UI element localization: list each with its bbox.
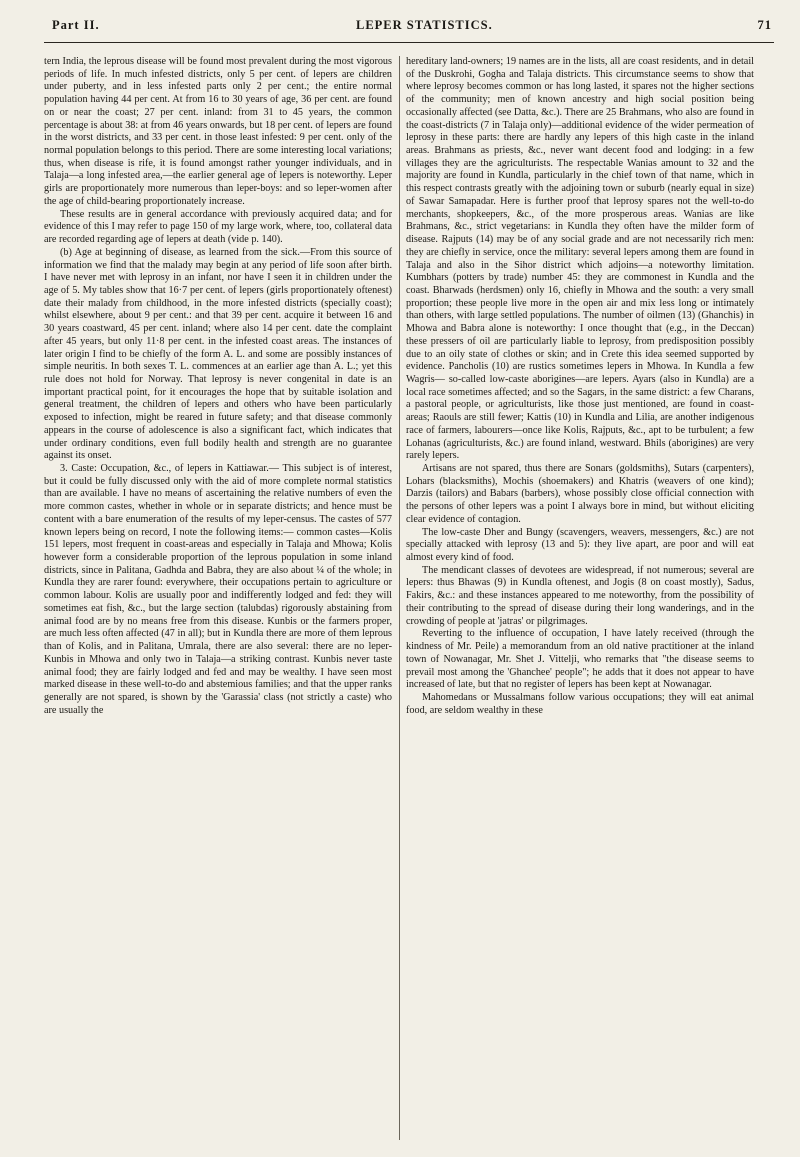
part-label: Part II. [52, 18, 100, 32]
running-header [38, 18, 772, 42]
right-column [406, 56, 754, 717]
paragraph: tern India, the leprous disease will be found most prevalent during the most vigorous periods of life. In much infested districts, only 5 per cent. of lepers are children under puberty, and in less infested parts only 2 per cent.; the entire normal population having 44 per cent. At from 16 to 30 years of age, 36 per cent. are found on or near the coast; 27 per cent. inland: from 31 to 45 years, the common percentage is about 38: at from 46 years onwards, but 18 per cent. of lepers are found in the worst districts, and 33 per cent. in those least infested: 9 per cent. only of the normal population belongs to this period. There are some interesting local variations; thus, when disease is rife, it is found amongst rather younger individuals, and in Talaja—a long infested area,—the earlier general age of lepers is noteworthy. Leper girls are proportionately more numerous than leper-boys: and so leper-women after the age of child-bearing proportionately increase. [44, 56, 392, 207]
paragraph: 3. Caste: Occupation, &c., of lepers in Kattiawar.— This subject is of interest, but it could be fully discussed only with the aid of more complete normal statistics than are available. I have no means of ascertaining the relative numbers of even the more common castes, whether in whole or in separate districts; and hence must be content with a bare enumeration of the results of my leper-census. The castes of 577 known lepers being on record, I note the following items:— common castes—Kolis 151 lepers, most frequent in coast-areas and especially in Talaja and Mhowa; Kolis however form a considerable proportion of the leprous population in some inland districts, since in Palitana, Gadhda and Babra, they are also about ¼ of the whole; in Kundla they are rarer found: everywhere, their occupations pertain to agriculture or common labour. Kolis are usually poor and indifferently lodged and fed: they will sometimes eat fish, &c., but the large section (talubdas) rigorously abstaining from animal food are by no means free from this disease. Kunbis or the farmers proper, are much less often affected (47 in all); but in Kundla there are more of them leprous than of Kolis, and in Palitana, Umrala, there are also several: there are no leper-Kunbis in Mhowa and only two in Talaja—a striking contrast. Kunbis never taste animal food; they are fairly lodged and fed and may be wealthy. I have seen most marked disease in these well-to-do and abstemious families; and that the upper ranks generally are not spared, is shown by the 'Garassia' class (not strictly a caste) who are usually the [44, 463, 392, 716]
paragraph: hereditary land-owners; 19 names are in the lists, all are coast residents, and in detail of the Duskrohi, Gogha and Talaja districts. This circumstance seems to show that where leprosy becomes common or has long lasted, it spares not the higher sections of the community; men of known ancestry and high social position being occasionally affected (see Datta, &c.). There are 25 Brahmans, who also are found in the coast-districts (7 in Talaja only)—additional evidence of the wider permeation of leprosy in these parts: there are hardly any lepers of this high caste in the inland areas. Brahmans as priests, &c., never want decent food and lodging: in a few villages they are the agriculturists. The respectable Wanias amount to 32 and the majority are found in Kundla, particularly in the chief town of that name, which in this respect contrasts greatly with the adjoining town or suburb (nearly equal in size) of Sawar Samapadar. Here is further proof that leprosy spares not the well-to-do merchants, shopkeepers, &c., of the more prosperous areas. Wanias are like Brahmans, &c., strict vegetarians: in Kundla they often have the milder form of disease. Rajputs (14) may be of any social grade and are not necessarily rich men: they are chiefly in service, once the military: several lepers among them are found in Talaja and also in the Sihor district which adjoins—a noteworthy limitation. Kumbhars (potters by trade) number 45: they are commonest in Kundla and the coast. Bharwads (herdsmen) only 16, chiefly in Mhowa and the south: a very small proportion; these people live more in the open air and mix less long or intimately than others, with large settled populations. The number of oilmen (13) (Ghanchis) in Mhowa and Babra alone is noteworthy: I once thought that (e.g., in the Deccan) these pressers of oil are particularly liable to leprosy, from predisposition possibly due to an oily state of clothes or skin; and in Crete this idea seemed supported by evidence. Pancholis (10) are rustics sometimes lepers in Mhowa. In Kundla a few Wagris— so-called low-caste aborigines—are lepers. Ayars (also in Kundla) are a local race sometimes affected; and so the Sagars, in the same district: a few Charans, a pastoral people, or agriculturists, like those just mentioned, are found in coast-areas; Raouls are still fewer; Kattis (10) in Kundla and Lilia, are another indigenous race of farmers, labourers—once like Kolis, Rajputs, &c., apt to be turbulent; a few Lohanas (agriculturists, &c.) are found inland, westward. Bhils (aborigines) are very rarely lepers. [406, 56, 754, 462]
paragraph: Reverting to the influence of occupation, I have lately received (through the kindness of Mr. Peile) a memorandum from an old native practitioner at the inland town of Nowanagar, Mr. Shet J. Vittelji, who remarks that "the disease seems to prevail most among the 'Ghanchee' people"; he adds that it does not appear to have increased of late, but that no register of lepers has been kept at Nowanagar. [406, 628, 754, 691]
paragraph: These results are in general accordance with previously acquired data; and for evidence of this I may refer to page 150 of my large work, where, too, collateral data are recorded regarding age of lepers at death (vide p. 140). [44, 208, 392, 246]
paragraph: Artisans are not spared, thus there are Sonars (goldsmiths), Sutars (carpenters), Lohars (blacksmiths), Mochis (shoemakers) and Khatris (weavers of one kind); Darzis (tailors) and Babars (barbers), whose possibly close official connection with the persons of other lepers was a point I always bore in mind, but without eliciting clear evidence of contagion. [406, 463, 754, 525]
page-number: 71 [757, 18, 772, 32]
paragraph: The low-caste Dher and Bungy (scavengers, weavers, messengers, &c.) are not specially attacked with leprosy (13 and 5): they live apart, are poor and will eat almost every kind of food. [406, 526, 754, 564]
paragraph: The mendicant classes of devotees are widespread, if not numerous; several are lepers: thus Bhawas (9) in Kundla oftenest, and Jogis (8 on coast mostly), Sadus, Fakirs, &c.: and these instances appeared to me noteworthy, from the possibility of their contributing to the spread of disease during their long wanderings, and in the crowding of people at 'jatras' or pilgrimages. [406, 564, 754, 627]
paragraph: Mahomedans or Mussalmans follow various occupations; they will eat animal food, are seldom wealthy in these [406, 691, 754, 716]
header-rule [44, 42, 774, 43]
running-title: LEPER STATISTICS. [356, 18, 493, 32]
paragraph: (b) Age at beginning of disease, as learned from the sick.—From this source of information we find that the malady may begin at any period of life soon after birth. I have never met with leprosy in an infant, nor have I seen it in children under the age of 5. My tables show that 16·7 per cent. of lepers (girls proportionately oftenest) date their malady from childhood, in the more infested districts (specially coast); whilst elsewhere, about 9 per cent.: and that 39 per cent. acquire it between 16 and 30 years coastward, 45 per cent. inland; where also 14 per cent. date the complaint after 45 years, but only 11·8 per cent. in the infested coast areas. The instances of later origin I find to be chiefly of the form A. L. and some are possibly instances of simple neuritis. In both sexes T. L. commences at an earlier age than A. L.; yet this rule does not hold for Norway. That leprosy is never congenital in date is an important practical point, for it encourages the hope that by suitable isolation and general treatment, the children of lepers and others who have been particularly exposed to infection, might be reared in future safety; and that disease commonly appears in the course of adolescence is also a significant fact, which indicates that under ordinary conditions, even full bodily health and strength are no guarantee against its onset. [44, 246, 392, 462]
left-column [44, 56, 392, 717]
column-divider [399, 56, 400, 1140]
